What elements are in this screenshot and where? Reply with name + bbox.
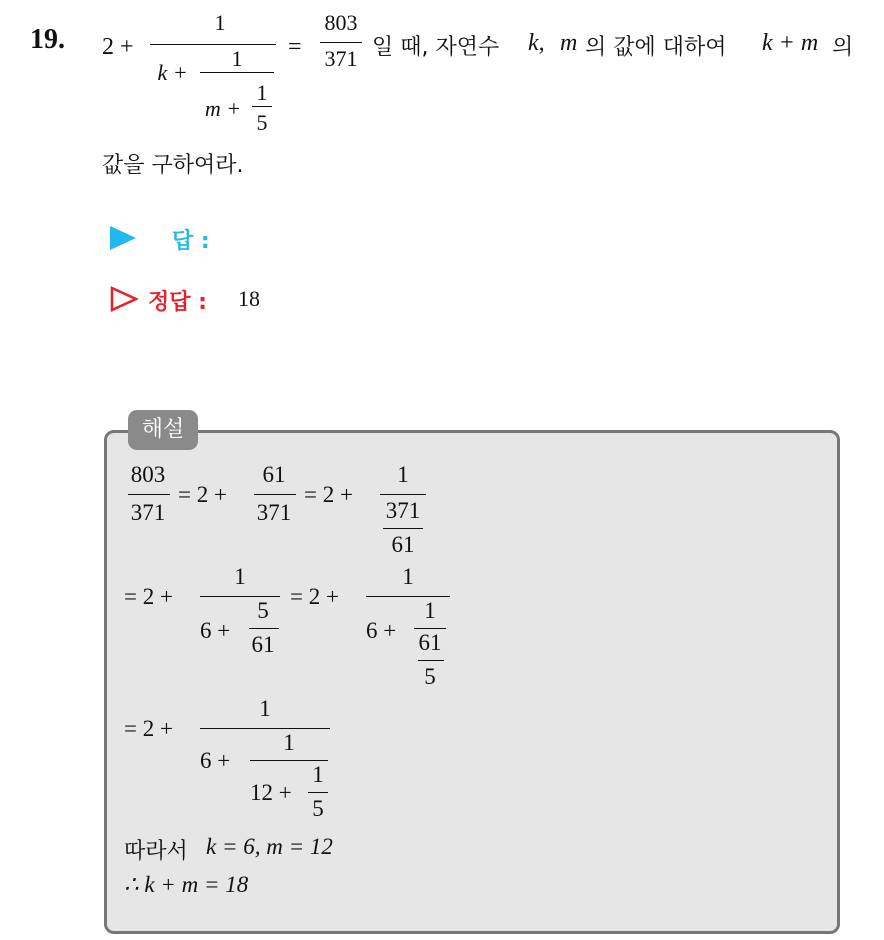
equals-sign: = — [288, 34, 302, 60]
r1-c-den-den: 61 — [391, 532, 415, 557]
frac-bar-innermost — [252, 106, 272, 107]
lhs-two-plus: 2 + — [102, 34, 134, 60]
r2-b-bar — [366, 596, 450, 597]
frac-top-num: 1 — [214, 10, 226, 35]
r3-eq1: = 2 + — [124, 716, 173, 741]
r3-innermost-bar — [308, 792, 328, 793]
r3-innermost-num: 1 — [312, 762, 324, 787]
r5-expr: ∴ k + m = 18 — [124, 872, 249, 897]
r3-bar — [200, 728, 330, 729]
r2-a-num: 1 — [234, 564, 246, 589]
answer-label: 답 : — [172, 229, 210, 254]
problem-line2: 값을 구하여라. — [102, 153, 244, 178]
frac-bar-inner — [200, 72, 274, 73]
r3-innermost-den: 5 — [312, 796, 324, 821]
r2-b-inner-den-bar — [418, 660, 444, 661]
r4-text: 따라서 — [124, 839, 188, 864]
innermost-den: 5 — [256, 110, 268, 135]
solution-tab: 해설 — [128, 410, 198, 450]
expr-kpm: k + m — [762, 30, 819, 56]
correct-label: 정답 : — [148, 290, 207, 315]
r2-b-inner-num: 1 — [424, 598, 436, 623]
r2-b-inner-den-den: 5 — [424, 664, 436, 689]
r3-inner-den-pre: 12 + — [250, 780, 292, 805]
r2-a-den-num: 5 — [257, 598, 269, 623]
var-m: m — [560, 30, 578, 56]
r2-b-inner-den-num: 61 — [418, 630, 442, 655]
k-plus: k + — [157, 60, 188, 85]
r2-b-den-pre: 6 + — [366, 618, 397, 643]
correct-value: 18 — [238, 286, 260, 311]
m-plus: m + — [204, 96, 242, 121]
text-end: 의 — [832, 35, 854, 60]
text-mid: 의 값에 대하여 — [585, 35, 727, 60]
r1-eq1: = 2 + — [178, 482, 227, 507]
r1-eq2: = 2 + — [304, 482, 353, 507]
answer-play-icon — [110, 226, 136, 250]
inner-num: 1 — [231, 46, 243, 71]
r2-a-den-bar — [249, 628, 279, 629]
r1-c-den-bar — [383, 528, 423, 529]
r1-b-den: 371 — [256, 500, 292, 525]
rhs-bar — [320, 42, 362, 43]
r1-c-den-num: 371 — [385, 498, 421, 523]
r2-a-den-pre: 6 + — [200, 618, 231, 643]
innermost-num: 1 — [256, 80, 268, 105]
r3-num: 1 — [259, 696, 271, 721]
r3-inner-bar — [250, 760, 328, 761]
r2-a-den-den: 61 — [251, 632, 275, 657]
rhs-num: 803 — [324, 10, 358, 35]
r1-b-num: 61 — [262, 462, 286, 487]
r3-inner-num: 1 — [283, 730, 295, 755]
r1-c-bar — [380, 494, 426, 495]
correct-triangle-icon — [110, 286, 138, 312]
r2-eq1: = 2 + — [124, 584, 173, 609]
r1-a-bar — [128, 494, 170, 495]
frac-bar-main — [150, 44, 276, 45]
r1-a-den: 371 — [130, 500, 166, 525]
r1-b-bar — [254, 494, 296, 495]
r3-den-pre: 6 + — [200, 748, 231, 773]
r4-expr: k = 6, m = 12 — [206, 834, 333, 859]
r2-a-bar — [200, 596, 280, 597]
r1-c-num: 1 — [397, 462, 409, 487]
r1-a-num: 803 — [130, 462, 166, 487]
r2-eq2: = 2 + — [290, 584, 339, 609]
question-number: 19. — [30, 24, 65, 55]
var-k: k, — [528, 30, 545, 56]
rhs-den: 371 — [324, 46, 358, 71]
r2-b-num: 1 — [402, 564, 414, 589]
r2-b-inner-bar — [414, 628, 446, 629]
text-after: 일 때, 자연수 — [372, 35, 500, 60]
